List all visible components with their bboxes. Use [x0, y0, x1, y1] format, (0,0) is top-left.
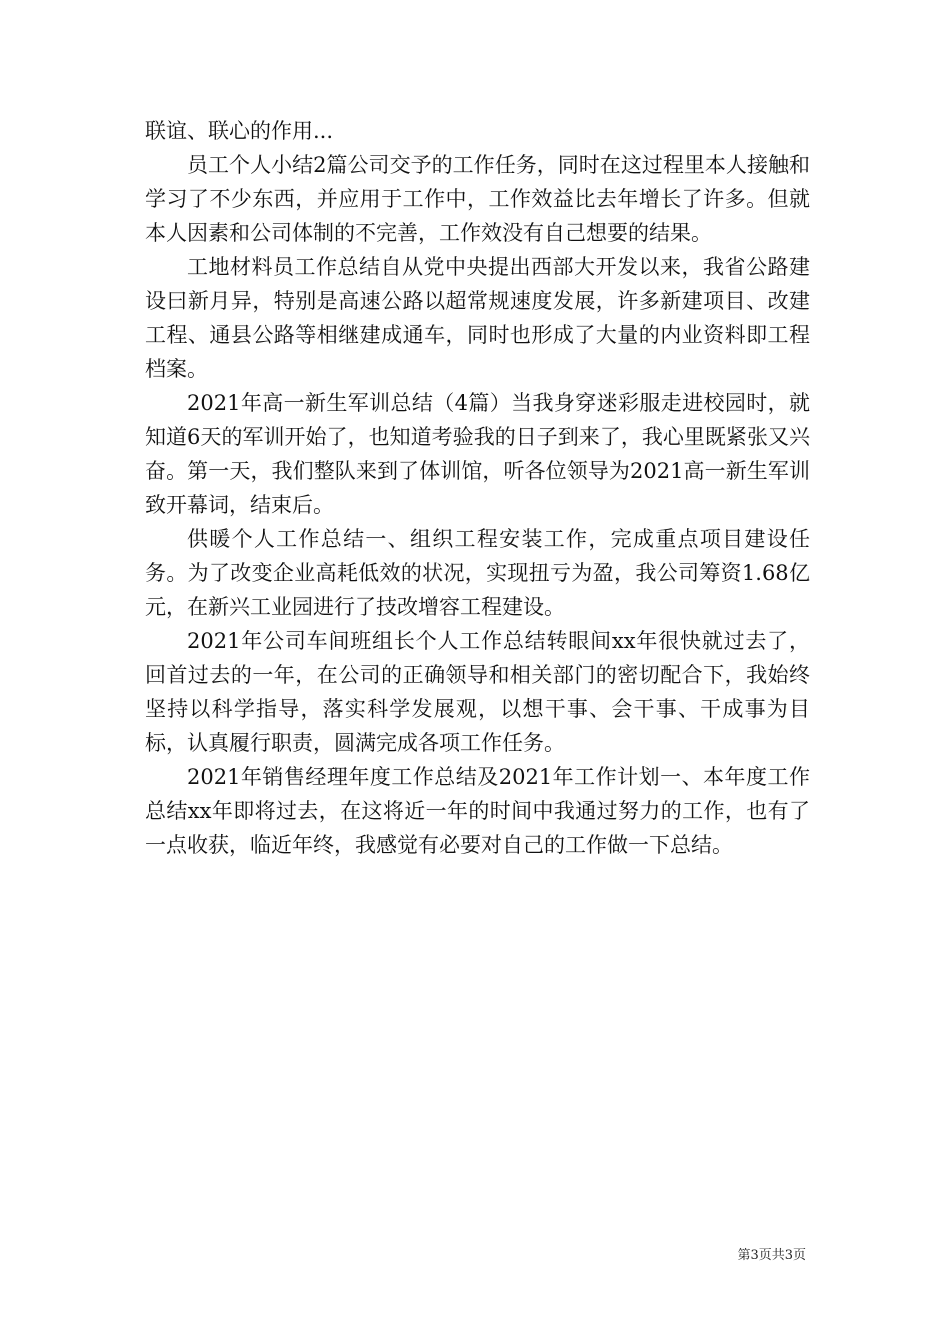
paragraph-team-leader: 2021年公司车间班组长个人工作总结转眼间xx年很快就过去了，回首过去的一年，在公司的正确领导和相关部门的密切配合下，我始终坚持以科学指导，落实科学发展观，以想干事、会干事、干成事为目标，认真履行职责，圆满完成各项工作任务。 [145, 629, 810, 755]
paragraph-material-clerk: 工地材料员工作总结自从党中央提出西部大开发以来，我省公路建设曰新月异，特别是高速公路以超常规速度发展，许多新建项目、改建工程、通县公路等相继建成通车，同时也形成了大量的内业资料即工程档案。 [145, 255, 810, 381]
document-body [145, 114, 810, 862]
paragraph-military-training: 2021年高一新生军训总结（4篇）当我身穿迷彩服走进校园时，就知道6天的军训开始了，也知道考验我的日子到来了，我心里既紧张又兴奋。第一天，我们整队来到了体训馆，听各位领导为2021高一新生军训致开幕词，结束后。 [145, 391, 810, 517]
paragraph-employee-summary: 员工个人小结2篇公司交予的工作任务，同时在这过程里本人接触和学习了不少东西，并应用于工作中，工作效益比去年增长了许多。但就本人因素和公司体制的不完善，工作效没有自己想要的结果。 [145, 153, 810, 245]
paragraph-sales-manager: 2021年销售经理年度工作总结及2021年工作计划一、本年度工作总结xx年即将过去，在这将近一年的时间中我通过努力的工作，也有了一点收获，临近年终，我感觉有必要对自己的工作做一下总结。 [145, 765, 810, 857]
paragraph-continuation: 联谊、联心的作用... [145, 119, 334, 143]
paragraph-heating-summary: 供暖个人工作总结一、组织工程安装工作，完成重点项目建设任务。为了改变企业高耗低效的状况，实现扭亏为盈，我公司筹资1.68亿元，在新兴工业园进行了技改增容工程建设。 [145, 527, 810, 619]
page-number: 第3页共3页 [737, 1248, 806, 1263]
